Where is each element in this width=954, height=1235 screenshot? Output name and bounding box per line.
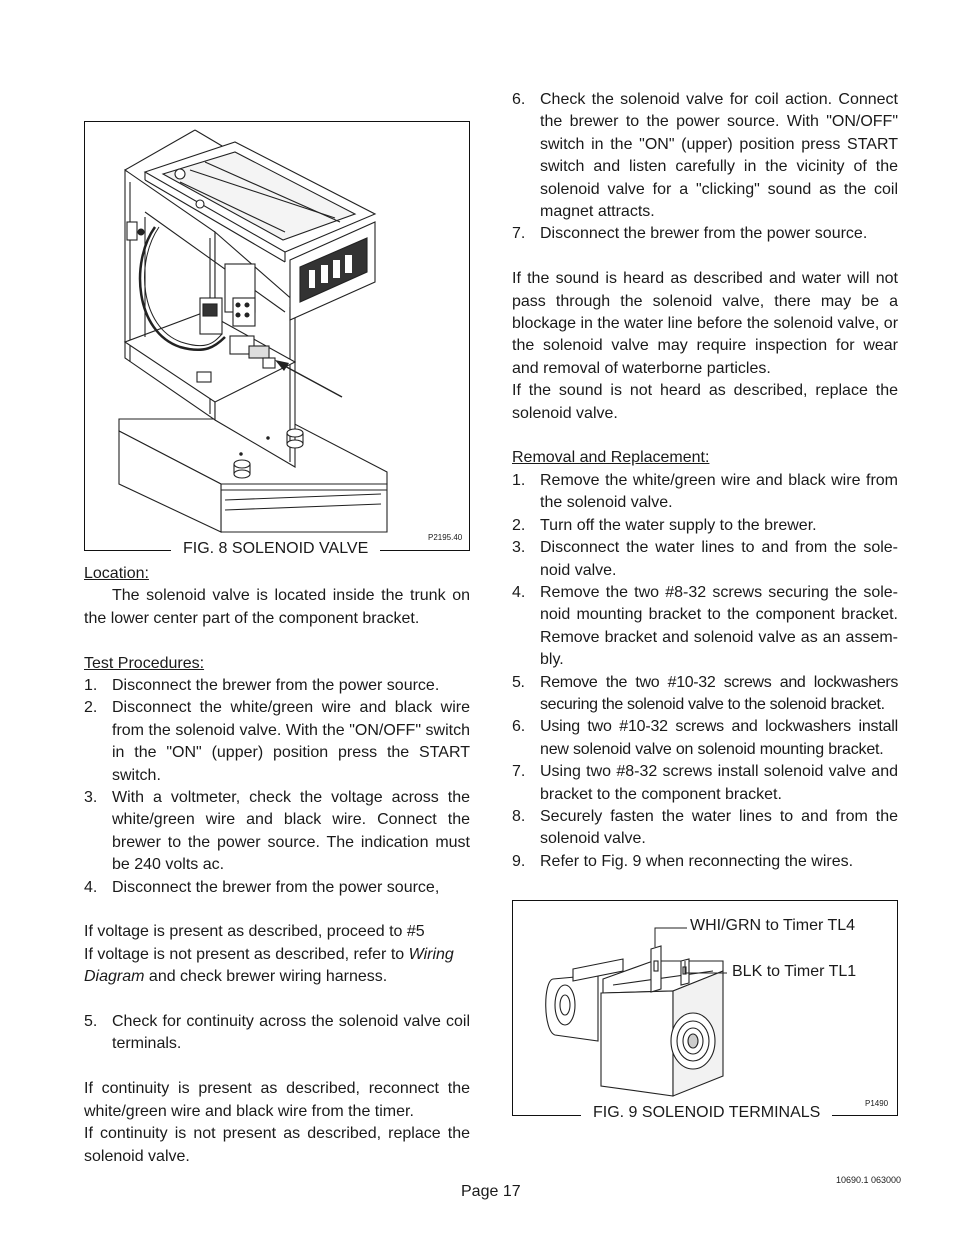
- continuity-absent-text: If continuity is not present as described, replace the solenoid valve.: [84, 1125, 470, 1165]
- location-text: [84, 585, 470, 630]
- step-text: Check the solenoid valve for coil action. Connect the brewer to the power source. With "ON/OFF" switch in the "ON" (upper) position press START switch and listen carefully in the vicinity of the solenoid valve for a "clicking" sound as the coil magnet attracts.: [540, 91, 898, 221]
- step-number: 7.: [512, 763, 526, 781]
- step-text: Refer to Fig. 9 when reconnecting the wires.: [540, 852, 854, 870]
- step-text: Check for continuity across the solenoid valve coil terminals.: [112, 1013, 470, 1053]
- step-number: 5.: [84, 1013, 98, 1031]
- test-step: [84, 697, 470, 787]
- step-text: Securely fasten the water lines to and from the solenoid valve.: [540, 807, 898, 848]
- test-step: [512, 223, 898, 245]
- step-number: 8.: [512, 807, 526, 825]
- step-text: Remove the white/green wire and black wire from the solenoid valve.: [540, 471, 898, 512]
- step-number: 5.: [512, 673, 525, 691]
- right-column: [512, 89, 898, 873]
- step-number: 4.: [512, 583, 526, 601]
- step-text: Remove the two #10-32 screws and lockwashers securing the solenoid valve to the solenoid bracket.: [540, 673, 898, 713]
- test-step: [84, 787, 470, 877]
- step-number: 1.: [512, 471, 526, 489]
- sound-heard-text: If the sound is heard as described and water will not pass through the solenoid valve, there may be a blockage in the water line before the solenoid valve, or the solenoid valve may require inspection for wear and removal of waterborne particles.: [512, 270, 899, 377]
- removal-steps-list: [512, 470, 898, 873]
- step-number: 6.: [512, 91, 526, 108]
- wiring-diagram-ref: Wiring Diagram: [84, 945, 454, 986]
- step-number: 9.: [512, 852, 526, 870]
- step-number: 3.: [84, 789, 98, 807]
- step-text: Disconnect the brewer from the power source.: [540, 225, 868, 243]
- step-text: Turn off the water supply to the brewer.: [540, 516, 817, 534]
- removal-step: [512, 761, 898, 806]
- figure-8-frame: [84, 121, 470, 551]
- removal-step: [512, 470, 898, 515]
- location-text-content: The solenoid valve is located inside the trunk on the lower center part of the component bracket.: [84, 587, 470, 627]
- step-text: Disconnect the brewer from the power source,: [112, 878, 440, 896]
- removal-heading: Removal and Replacement:: [512, 449, 710, 467]
- step-text: Remove the two #8-32 screws securing the sole-noid mounting bracket to the component bracket. Remove bracket and solenoid valve as an assem-bly.: [540, 583, 898, 669]
- step-number: 3.: [512, 539, 526, 557]
- test-step: [512, 89, 898, 223]
- document-code: 10690.1 063000: [836, 1175, 902, 1185]
- step-number: 7.: [512, 225, 526, 243]
- step-text: Using two #10-32 screws and lockwashers install new solenoid valve on solenoid mounting bracket.: [540, 718, 898, 758]
- removal-step: [512, 806, 898, 851]
- page-number: Page 17: [461, 1183, 521, 1200]
- location-heading: Location:: [84, 565, 149, 582]
- brewer-solenoid-illustration: [85, 122, 468, 549]
- test-procedures-heading: Test Procedures:: [84, 654, 205, 672]
- left-column: [84, 563, 470, 1168]
- step-text: Using two #8-32 screws install solenoid valve and bracket to the component bracket.: [540, 763, 898, 803]
- voltage-absent-text: [84, 944, 470, 989]
- step-number: 2.: [84, 699, 98, 717]
- step-number: 1.: [84, 677, 98, 695]
- step-text: Disconnect the water lines to and from the sole-noid valve.: [540, 539, 898, 579]
- removal-step: [512, 672, 898, 717]
- step-number: 6.: [512, 718, 525, 736]
- sound-not-heard-text: If the sound is not heard as described, replace the solenoid valve.: [512, 382, 898, 422]
- figure-9-code: P1490: [865, 1099, 889, 1108]
- step-number: 4.: [84, 878, 98, 896]
- test-step: [84, 877, 470, 899]
- blk-terminal-label: BLK to Timer TL1: [732, 963, 857, 980]
- step-text: Disconnect the brewer from the power source.: [112, 677, 440, 695]
- voltage-absent-part-b: and check brewer wiring harness.: [144, 968, 388, 986]
- whi-grn-terminal-label: WHI/GRN to Timer TL4: [690, 917, 856, 934]
- step-text: With a voltmeter, check the voltage across the white/green wire and black wire. Connect the brewer to the power source. The indication must be 240 volts ac.: [112, 789, 470, 874]
- step-text: Disconnect the white/green wire and black wire from the solenoid valve. With the "ON/OFF" switch in the "ON" (upper) position press the START switch.: [112, 699, 470, 784]
- figure-9-caption: FIG. 9 SOLENOID TERMINALS: [581, 1104, 832, 1122]
- step-number: 2.: [512, 516, 526, 534]
- test-steps-list: [84, 675, 470, 899]
- removal-step: [512, 582, 898, 672]
- voltage-absent-part-a: If voltage is not present as described, refer to: [84, 945, 409, 963]
- continuity-present-text: If continuity is present as described, reconnect the white/green wire and black wire from the timer.: [84, 1080, 470, 1120]
- test-step-5: [84, 1011, 470, 1056]
- removal-step: [512, 716, 898, 761]
- test-step: [84, 675, 470, 697]
- figure-8-caption: FIG. 8 SOLENOID VALVE: [171, 540, 380, 558]
- voltage-present-text: If voltage is present as described, proceed to #5: [84, 923, 425, 941]
- removal-step: [512, 537, 898, 582]
- removal-step: [512, 851, 898, 873]
- removal-step: [512, 515, 898, 537]
- figure-8-code: P2195.40: [428, 533, 463, 542]
